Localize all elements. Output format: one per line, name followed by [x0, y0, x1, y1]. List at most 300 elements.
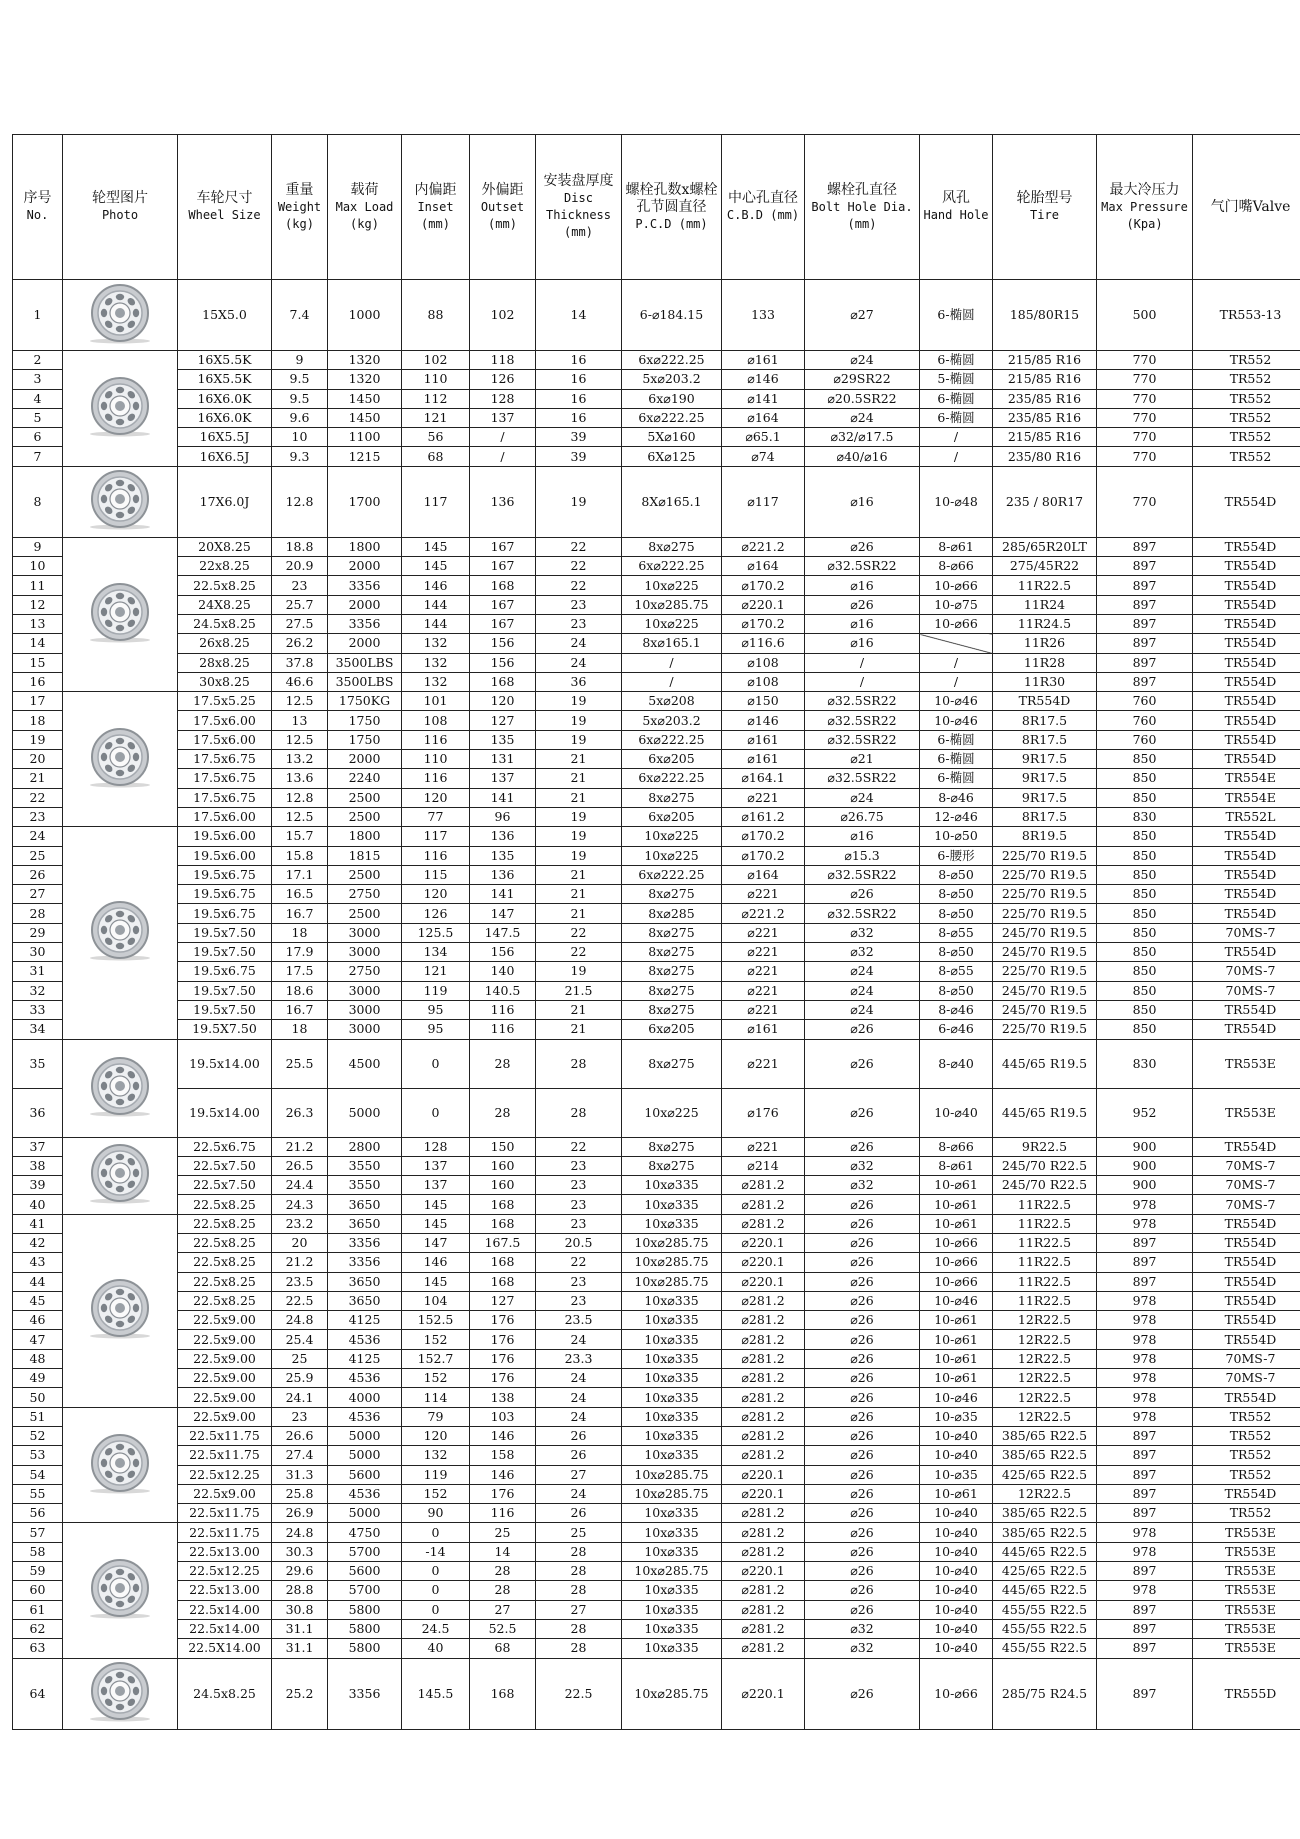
cell-wheel-size: 19.5x6.00: [178, 846, 272, 865]
cell-max-load: 5000: [328, 1504, 402, 1523]
cell-disc-thickness: 22.5: [536, 1658, 622, 1729]
table-row: [13, 1195, 1300, 1214]
cell-valve: TR552: [1193, 1407, 1300, 1426]
cell-tire: 445/65 R19.5: [993, 1088, 1097, 1137]
cell-max-load: 1320: [328, 351, 402, 370]
cell-pcd: 8x⌀275: [622, 537, 722, 556]
cell-max-pressure: 850: [1097, 923, 1193, 942]
cell-outset: 160: [470, 1176, 536, 1195]
cell-outset: 176: [470, 1330, 536, 1349]
cell-disc-thickness: 19: [536, 846, 622, 865]
cell-weight: 30.3: [272, 1542, 328, 1561]
cell-hand-hole: 10-⌀40: [920, 1542, 993, 1561]
cell-disc-thickness: 23.5: [536, 1311, 622, 1330]
cell-cbd: ⌀141: [722, 389, 805, 408]
cell-cbd: ⌀161: [722, 351, 805, 370]
cell-inset: 116: [402, 769, 470, 788]
table-row: [13, 614, 1300, 633]
cell-max-load: 3650: [328, 1214, 402, 1233]
cell-cbd: ⌀221: [722, 1000, 805, 1019]
cell-max-load: 5000: [328, 1446, 402, 1465]
table-row: [13, 1020, 1300, 1039]
cell-max-pressure: 897: [1097, 653, 1193, 672]
cell-bolt-hole: ⌀16: [805, 614, 920, 633]
cell-outset: 168: [470, 1214, 536, 1233]
cell-max-pressure: 897: [1097, 1504, 1193, 1523]
cell-tire: 285/75 R24.5: [993, 1658, 1097, 1729]
cell-max-pressure: 897: [1097, 1253, 1193, 1272]
cell-disc-thickness: 39: [536, 447, 622, 466]
cell-tire: 225/70 R19.5: [993, 846, 1097, 865]
cell-tire: 8R17.5: [993, 807, 1097, 826]
cell-weight: 12.5: [272, 730, 328, 749]
table-row: [13, 1484, 1300, 1503]
cell-outset: 135: [470, 730, 536, 749]
cell-bolt-hole: ⌀32: [805, 1156, 920, 1175]
cell-outset: 28: [470, 1039, 536, 1088]
cell-max-load: 5700: [328, 1542, 402, 1561]
cell-hand-hole: 8-⌀55: [920, 923, 993, 942]
cell-wheel-size: 22.5x12.25: [178, 1562, 272, 1581]
cell-max-pressure: 897: [1097, 1562, 1193, 1581]
cell-max-pressure: 850: [1097, 788, 1193, 807]
cell-inset: 120: [402, 885, 470, 904]
cell-wheel-size: 22x8.25: [178, 557, 272, 576]
table-row: [13, 1349, 1300, 1368]
cell-no: 40: [13, 1195, 63, 1214]
cell-pcd: 6X⌀125: [622, 447, 722, 466]
cell-wheel-size: 17.5x6.75: [178, 750, 272, 769]
cell-outset: 127: [470, 711, 536, 730]
cell-inset: 152: [402, 1369, 470, 1388]
cell-bolt-hole: ⌀24: [805, 981, 920, 1000]
cell-max-load: 2500: [328, 865, 402, 884]
cell-max-pressure: 978: [1097, 1291, 1193, 1310]
cell-valve: TR554D: [1193, 634, 1300, 653]
cell-pcd: 10x⌀285.75: [622, 1465, 722, 1484]
cell-outset: 138: [470, 1388, 536, 1407]
cell-tire: 225/70 R19.5: [993, 904, 1097, 923]
cell-inset: 88: [402, 280, 470, 351]
cell-outset: 126: [470, 370, 536, 389]
cell-no: 55: [13, 1484, 63, 1503]
cell-max-pressure: 770: [1097, 447, 1193, 466]
cell-bolt-hole: ⌀29SR22: [805, 370, 920, 389]
cell-outset: 27: [470, 1600, 536, 1619]
cell-cbd: ⌀281.2: [722, 1600, 805, 1619]
cell-inset: 145: [402, 557, 470, 576]
cell-max-pressure: 850: [1097, 1000, 1193, 1019]
cell-weight: 9.5: [272, 389, 328, 408]
cell-valve: 70MS-7: [1193, 1176, 1300, 1195]
cell-inset: 144: [402, 614, 470, 633]
cell-pcd: 10x⌀225: [622, 614, 722, 633]
cell-max-load: 3500LBS: [328, 672, 402, 691]
cell-cbd: ⌀281.2: [722, 1311, 805, 1330]
cell-pcd: 10x⌀225: [622, 1088, 722, 1137]
cell-wheel-size: 15X5.0: [178, 280, 272, 351]
cell-inset: 79: [402, 1407, 470, 1426]
cell-cbd: ⌀281.2: [722, 1330, 805, 1349]
cell-weight: 21.2: [272, 1137, 328, 1156]
cell-pcd: 10x⌀335: [622, 1291, 722, 1310]
cell-tire: 8R19.5: [993, 827, 1097, 846]
cell-disc-thickness: 27: [536, 1465, 622, 1484]
cell-wheel-size: 22.5x9.00: [178, 1311, 272, 1330]
cell-cbd: ⌀281.2: [722, 1291, 805, 1310]
cell-inset: 132: [402, 1446, 470, 1465]
table-row: [13, 1639, 1300, 1658]
cell-disc-thickness: 23: [536, 1291, 622, 1310]
cell-cbd: ⌀116.6: [722, 634, 805, 653]
cell-inset: 119: [402, 981, 470, 1000]
cell-tire: 225/70 R19.5: [993, 962, 1097, 981]
cell-valve: TR554D: [1193, 1214, 1300, 1233]
cell-cbd: ⌀220.1: [722, 1233, 805, 1252]
cell-hand-hole: 10-⌀66: [920, 614, 993, 633]
cell-pcd: 10x⌀335: [622, 1349, 722, 1368]
cell-outset: 168: [470, 1253, 536, 1272]
cell-no: 45: [13, 1291, 63, 1310]
cell-pcd: 10x⌀335: [622, 1330, 722, 1349]
cell-valve: TR553E: [1193, 1523, 1300, 1542]
table-row: [13, 923, 1300, 942]
cell-weight: 25.9: [272, 1369, 328, 1388]
table-row: [13, 634, 1300, 653]
cell-valve: 70MS-7: [1193, 1156, 1300, 1175]
cell-outset: 96: [470, 807, 536, 826]
cell-cbd: ⌀281.2: [722, 1388, 805, 1407]
cell-wheel-size: 19.5X7.50: [178, 1020, 272, 1039]
cell-wheel-size: 19.5x6.75: [178, 865, 272, 884]
cell-tire: 11R24: [993, 595, 1097, 614]
cell-cbd: ⌀221: [722, 788, 805, 807]
cell-wheel-size: 22.5x8.25: [178, 1272, 272, 1291]
cell-no: 63: [13, 1639, 63, 1658]
cell-outset: 68: [470, 1639, 536, 1658]
cell-disc-thickness: 27: [536, 1600, 622, 1619]
cell-tire: 235/85 R16: [993, 389, 1097, 408]
table-row: [13, 750, 1300, 769]
cell-wheel-size: 17.5x6.00: [178, 730, 272, 749]
cell-disc-thickness: 21: [536, 769, 622, 788]
cell-bolt-hole: ⌀16: [805, 466, 920, 537]
table-row: [13, 1523, 1300, 1542]
cell-bolt-hole: ⌀32: [805, 1176, 920, 1195]
cell-weight: 18.6: [272, 981, 328, 1000]
cell-bolt-hole: ⌀16: [805, 634, 920, 653]
cell-wheel-size: 17.5x6.75: [178, 769, 272, 788]
cell-wheel-size: 24.5x8.25: [178, 614, 272, 633]
cell-inset: 0: [402, 1523, 470, 1542]
table-row: [13, 408, 1300, 427]
table-row: [13, 557, 1300, 576]
cell-max-load: 3356: [328, 576, 402, 595]
cell-inset: 0: [402, 1088, 470, 1137]
cell-bolt-hole: ⌀26: [805, 1388, 920, 1407]
cell-no: 30: [13, 943, 63, 962]
cell-no: 25: [13, 846, 63, 865]
cell-pcd: 8x⌀275: [622, 885, 722, 904]
cell-hand-hole: 8-⌀66: [920, 557, 993, 576]
cell-pcd: 10x⌀285.75: [622, 1658, 722, 1729]
cell-pcd: 6x⌀222.25: [622, 557, 722, 576]
cell-wheel-size: 17.5x6.00: [178, 711, 272, 730]
cell-weight: 12.8: [272, 788, 328, 807]
cell-outset: 135: [470, 846, 536, 865]
cell-photo: [63, 1039, 178, 1137]
cell-weight: 31.1: [272, 1619, 328, 1638]
cell-valve: TR554D: [1193, 750, 1300, 769]
cell-outset: 127: [470, 1291, 536, 1310]
cell-valve: TR554D: [1193, 1291, 1300, 1310]
header-outset: 外偏距 Outset (mm): [470, 135, 536, 280]
cell-cbd: ⌀150: [722, 692, 805, 711]
cell-cbd: ⌀108: [722, 672, 805, 691]
cell-inset: 112: [402, 389, 470, 408]
cell-max-pressure: 830: [1097, 1039, 1193, 1088]
cell-weight: 24.8: [272, 1523, 328, 1542]
cell-bolt-hole: ⌀26: [805, 1253, 920, 1272]
cell-tire: 9R22.5: [993, 1137, 1097, 1156]
header-photo: 轮型图片 Photo: [63, 135, 178, 280]
cell-weight: 18.8: [272, 537, 328, 556]
table-row: [13, 1137, 1300, 1156]
cell-tire: 425/65 R22.5: [993, 1562, 1097, 1581]
table-row: [13, 1176, 1300, 1195]
cell-hand-hole: 10-⌀40: [920, 1600, 993, 1619]
cell-bolt-hole: ⌀24: [805, 351, 920, 370]
cell-tire: 215/85 R16: [993, 351, 1097, 370]
cell-pcd: 8x⌀275: [622, 1137, 722, 1156]
cell-cbd: ⌀146: [722, 370, 805, 389]
cell-max-pressure: 978: [1097, 1195, 1193, 1214]
cell-outset: 140.5: [470, 981, 536, 1000]
cell-weight: 9.6: [272, 408, 328, 427]
cell-tire: 12R22.5: [993, 1311, 1097, 1330]
cell-no: 11: [13, 576, 63, 595]
cell-disc-thickness: 23: [536, 614, 622, 633]
cell-inset: 115: [402, 865, 470, 884]
cell-max-pressure: 897: [1097, 557, 1193, 576]
wheel-photo-icon: [81, 899, 159, 961]
cell-inset: 137: [402, 1156, 470, 1175]
cell-bolt-hole: ⌀32/⌀17.5: [805, 428, 920, 447]
cell-pcd: 8x⌀275: [622, 923, 722, 942]
cell-outset: 118: [470, 351, 536, 370]
cell-inset: 144: [402, 595, 470, 614]
cell-max-load: 4125: [328, 1311, 402, 1330]
table-row: [13, 1039, 1300, 1088]
cell-pcd: 5x⌀203.2: [622, 370, 722, 389]
cell-valve: TR554E: [1193, 769, 1300, 788]
cell-wheel-size: 22.5x9.00: [178, 1349, 272, 1368]
cell-valve: 70MS-7: [1193, 962, 1300, 981]
cell-max-load: 1750KG: [328, 692, 402, 711]
cell-hand-hole: 8-⌀40: [920, 1039, 993, 1088]
cell-weight: 31.3: [272, 1465, 328, 1484]
cell-hand-hole: 10-⌀75: [920, 595, 993, 614]
cell-disc-thickness: 20.5: [536, 1233, 622, 1252]
cell-pcd: 6-⌀184.15: [622, 280, 722, 351]
cell-weight: 10: [272, 428, 328, 447]
cell-no: 47: [13, 1330, 63, 1349]
cell-outset: 140: [470, 962, 536, 981]
cell-bolt-hole: ⌀26: [805, 1291, 920, 1310]
cell-wheel-size: 22.5x9.00: [178, 1388, 272, 1407]
cell-inset: 114: [402, 1388, 470, 1407]
cell-max-pressure: 897: [1097, 1446, 1193, 1465]
cell-max-pressure: 900: [1097, 1137, 1193, 1156]
cell-outset: 167: [470, 537, 536, 556]
cell-max-load: 2750: [328, 962, 402, 981]
cell-max-load: 3000: [328, 1000, 402, 1019]
cell-max-pressure: 978: [1097, 1407, 1193, 1426]
table-row: [13, 1542, 1300, 1561]
cell-no: 39: [13, 1176, 63, 1195]
cell-wheel-size: 22.5x8.25: [178, 576, 272, 595]
cell-weight: 25.5: [272, 1039, 328, 1088]
cell-valve: TR554D: [1193, 1233, 1300, 1252]
cell-cbd: ⌀221: [722, 923, 805, 942]
cell-wheel-size: 19.5x7.50: [178, 1000, 272, 1019]
table-row: [13, 1388, 1300, 1407]
table-row: [13, 351, 1300, 370]
cell-tire: 8R17.5: [993, 730, 1097, 749]
cell-weight: 30.8: [272, 1600, 328, 1619]
cell-pcd: 8x⌀275: [622, 943, 722, 962]
cell-outset: 168: [470, 672, 536, 691]
cell-valve: TR553-13: [1193, 280, 1300, 351]
table-row: [13, 428, 1300, 447]
cell-max-pressure: 830: [1097, 807, 1193, 826]
cell-hand-hole: 8-⌀66: [920, 1137, 993, 1156]
cell-outset: 176: [470, 1484, 536, 1503]
cell-max-pressure: 850: [1097, 1020, 1193, 1039]
cell-disc-thickness: 22: [536, 1253, 622, 1272]
cell-max-load: 3356: [328, 1253, 402, 1272]
cell-bolt-hole: ⌀26: [805, 1195, 920, 1214]
cell-outset: 120: [470, 692, 536, 711]
cell-hand-hole: 10-⌀35: [920, 1407, 993, 1426]
cell-inset: 125.5: [402, 923, 470, 942]
cell-bolt-hole: ⌀26: [805, 595, 920, 614]
cell-weight: 12.5: [272, 692, 328, 711]
cell-max-pressure: 978: [1097, 1388, 1193, 1407]
cell-hand-hole: 6-椭圆: [920, 389, 993, 408]
cell-max-load: 2500: [328, 904, 402, 923]
cell-hand-hole: 8-⌀50: [920, 885, 993, 904]
cell-max-pressure: 897: [1097, 1658, 1193, 1729]
cell-pcd: 10x⌀335: [622, 1311, 722, 1330]
cell-valve: TR554D: [1193, 1272, 1300, 1291]
cell-bolt-hole: ⌀26: [805, 1369, 920, 1388]
table-row: [13, 1311, 1300, 1330]
cell-hand-hole: 8-⌀55: [920, 962, 993, 981]
cell-tire: 11R22.5: [993, 1195, 1097, 1214]
cell-pcd: 6x⌀222.25: [622, 865, 722, 884]
cell-cbd: ⌀220.1: [722, 595, 805, 614]
cell-valve: TR552: [1193, 370, 1300, 389]
cell-no: 24: [13, 827, 63, 846]
cell-tire: 285/65R20LT: [993, 537, 1097, 556]
cell-pcd: 10x⌀225: [622, 827, 722, 846]
table-row: [13, 807, 1300, 826]
cell-wheel-size: 20X8.25: [178, 537, 272, 556]
cell-disc-thickness: 23.3: [536, 1349, 622, 1368]
cell-photo: [63, 466, 178, 537]
cell-pcd: 5x⌀203.2: [622, 711, 722, 730]
cell-max-load: 2500: [328, 788, 402, 807]
cell-bolt-hole: ⌀26: [805, 1658, 920, 1729]
cell-wheel-size: 22.5x13.00: [178, 1542, 272, 1561]
cell-valve: TR554D: [1193, 1311, 1300, 1330]
cell-disc-thickness: 26: [536, 1426, 622, 1445]
cell-bolt-hole: ⌀32.5SR22: [805, 557, 920, 576]
cell-no: 43: [13, 1253, 63, 1272]
cell-inset: 128: [402, 1137, 470, 1156]
cell-disc-thickness: 26: [536, 1446, 622, 1465]
cell-inset: 145: [402, 1195, 470, 1214]
cell-hand-hole: 10-⌀61: [920, 1369, 993, 1388]
cell-tire: 11R24.5: [993, 614, 1097, 633]
cell-valve: TR554D: [1193, 1137, 1300, 1156]
cell-disc-thickness: 24: [536, 1330, 622, 1349]
cell-outset: 156: [470, 943, 536, 962]
cell-disc-thickness: 23: [536, 1176, 622, 1195]
cell-inset: 132: [402, 672, 470, 691]
cell-hand-hole: 10-⌀40: [920, 1088, 993, 1137]
cell-cbd: ⌀281.2: [722, 1214, 805, 1233]
cell-max-load: 3356: [328, 1233, 402, 1252]
cell-valve: TR552L: [1193, 807, 1300, 826]
cell-valve: 70MS-7: [1193, 981, 1300, 1000]
cell-no: 5: [13, 408, 63, 427]
cell-outset: 160: [470, 1156, 536, 1175]
cell-no: 35: [13, 1039, 63, 1088]
cell-pcd: 10x⌀335: [622, 1176, 722, 1195]
cell-tire: 385/65 R22.5: [993, 1523, 1097, 1542]
cell-hand-hole: 10-⌀61: [920, 1195, 993, 1214]
cell-max-pressure: 897: [1097, 634, 1193, 653]
cell-wheel-size: 22.5x11.75: [178, 1446, 272, 1465]
cell-max-load: 3356: [328, 614, 402, 633]
cell-wheel-size: 22.5x11.75: [178, 1523, 272, 1542]
cell-valve: TR552: [1193, 1446, 1300, 1465]
cell-max-pressure: 978: [1097, 1349, 1193, 1368]
cell-weight: 24.3: [272, 1195, 328, 1214]
cell-disc-thickness: 19: [536, 692, 622, 711]
cell-outset: 167: [470, 557, 536, 576]
header-max-pressure: 最大冷压力 Max Pressure (Kpa): [1097, 135, 1193, 280]
cell-inset: 145: [402, 1214, 470, 1233]
cell-inset: 152.5: [402, 1311, 470, 1330]
table-row: [13, 1446, 1300, 1465]
cell-cbd: ⌀214: [722, 1156, 805, 1175]
cell-cbd: ⌀221: [722, 981, 805, 1000]
cell-bolt-hole: ⌀26: [805, 1020, 920, 1039]
cell-bolt-hole: ⌀26: [805, 1562, 920, 1581]
cell-inset: 120: [402, 1426, 470, 1445]
cell-no: 44: [13, 1272, 63, 1291]
cell-outset: 52.5: [470, 1619, 536, 1638]
cell-outset: 128: [470, 389, 536, 408]
cell-inset: 134: [402, 943, 470, 962]
cell-tire: 12R22.5: [993, 1407, 1097, 1426]
cell-hand-hole: 10-⌀61: [920, 1484, 993, 1503]
cell-valve: TR554D: [1193, 595, 1300, 614]
cell-wheel-size: 17X6.0J: [178, 466, 272, 537]
